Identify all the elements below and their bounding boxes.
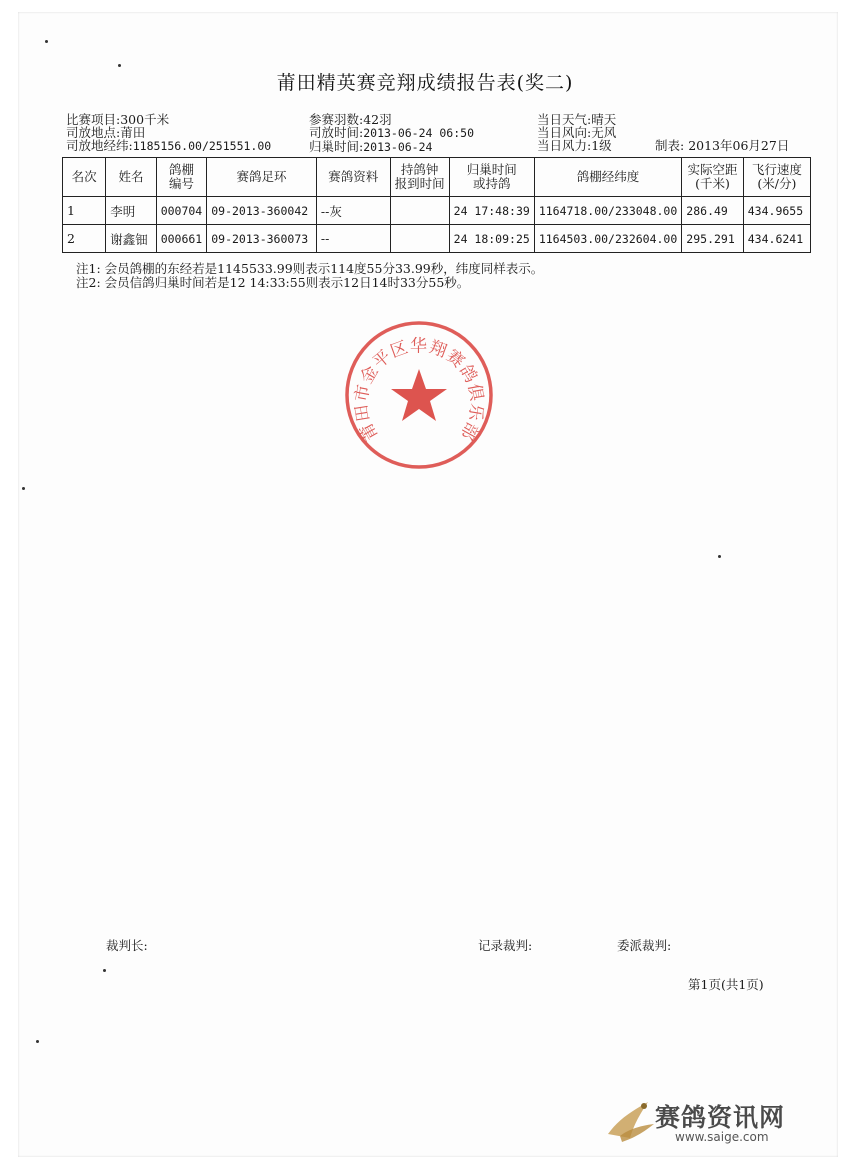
cell-distance: 295.291	[682, 225, 743, 253]
header-rank: 名次	[63, 158, 106, 197]
cell-return: 24 17:48:39	[449, 197, 534, 225]
cell-info: --灰	[316, 197, 390, 225]
appointed-judge-label: 委派裁判:	[617, 938, 672, 953]
meta-item: 当日风向:无风	[537, 125, 617, 140]
header-name: 姓名	[106, 158, 156, 197]
scan-speck	[45, 40, 48, 43]
cell-ring: 09-2013-360073	[207, 225, 317, 253]
cell-info: --	[316, 225, 390, 253]
header-clock: 持鸽钟 报到时间	[390, 158, 449, 197]
star-icon	[391, 369, 447, 421]
meta-column-2	[309, 113, 474, 154]
table-row	[63, 225, 811, 253]
cell-clock	[390, 225, 449, 253]
header-speed: 飞行速度 (米/分)	[743, 158, 810, 197]
chief-judge-label: 裁判长:	[106, 938, 148, 953]
table-header-row	[63, 158, 811, 197]
header-loft: 鸽棚 编号	[156, 158, 207, 197]
table-row	[63, 197, 811, 225]
note-1: 注1: 会员鸽棚的东经若是1145533.99则表示114度55分33.99秒，纬度同样表示。	[76, 261, 544, 276]
notes	[76, 262, 543, 290]
meta-item: 司放地点:莆田	[66, 125, 146, 140]
club-seal-stamp	[343, 319, 495, 471]
header-distance: 实际空距 (千米)	[682, 158, 743, 197]
note-2: 注2: 会员信鸽归巢时间若是12 14:33:55则表示12日14时33分55秒。	[76, 275, 470, 290]
cell-loft: 000704	[156, 197, 207, 225]
cell-distance: 286.49	[682, 197, 743, 225]
cell-rank: 1	[63, 197, 106, 225]
meta-item: 当日天气:晴天	[537, 112, 617, 127]
document-title: 莆田精英赛竞翔成绩报告表(奖二)	[276, 72, 574, 94]
watermark-url: www.saige.com	[675, 1130, 769, 1144]
scan-speck	[22, 487, 25, 490]
meta-item: 比赛项目:300千米	[66, 112, 170, 127]
header-info: 赛鸽资料	[316, 158, 390, 197]
cell-return: 24 18:09:25	[449, 225, 534, 253]
cell-name: 李明	[106, 197, 156, 225]
record-judge-label: 记录裁判:	[478, 938, 533, 953]
scan-speck	[103, 969, 106, 972]
cell-name: 谢鑫钿	[106, 225, 156, 253]
cell-loft: 000661	[156, 225, 207, 253]
meta-item: 参赛羽数:42羽	[309, 112, 392, 127]
meta-item: 司放地经纬:1185156.00/251551.00	[66, 138, 272, 153]
header-coord: 鸽棚经纬度	[534, 158, 681, 197]
scan-speck	[118, 64, 121, 67]
cell-rank: 2	[63, 225, 106, 253]
cell-clock	[390, 197, 449, 225]
cell-speed: 434.9655	[743, 197, 810, 225]
header-ring: 赛鸽足环	[207, 158, 317, 197]
cell-coord: 1164503.00/232604.00	[534, 225, 681, 253]
site-watermark	[600, 1090, 820, 1155]
cell-ring: 09-2013-360042	[207, 197, 317, 225]
meta-column-3	[537, 113, 616, 152]
cell-speed: 434.6241	[743, 225, 810, 253]
pigeon-logo-icon	[600, 1090, 660, 1150]
made-date: 制表: 2013年06月27日	[655, 138, 790, 153]
meta-item: 司放时间:2013-06-24 06:50	[309, 125, 474, 140]
page-number: 第1页(共1页)	[688, 977, 764, 992]
meta-column-1	[66, 113, 271, 153]
results-table	[62, 157, 811, 253]
header-return: 归巢时间 或持鸽	[449, 158, 534, 197]
cell-coord: 1164718.00/233048.00	[534, 197, 681, 225]
meta-item: 归巢时间:2013-06-24	[309, 139, 433, 154]
scan-speck	[718, 555, 721, 558]
meta-item: 当日风力:1级	[537, 138, 612, 153]
watermark-text: 赛鸽资讯网	[655, 1103, 786, 1132]
scan-speck	[36, 1040, 39, 1043]
seal-text: 莆田市金平区华翔赛鸽俱乐部	[351, 336, 487, 444]
